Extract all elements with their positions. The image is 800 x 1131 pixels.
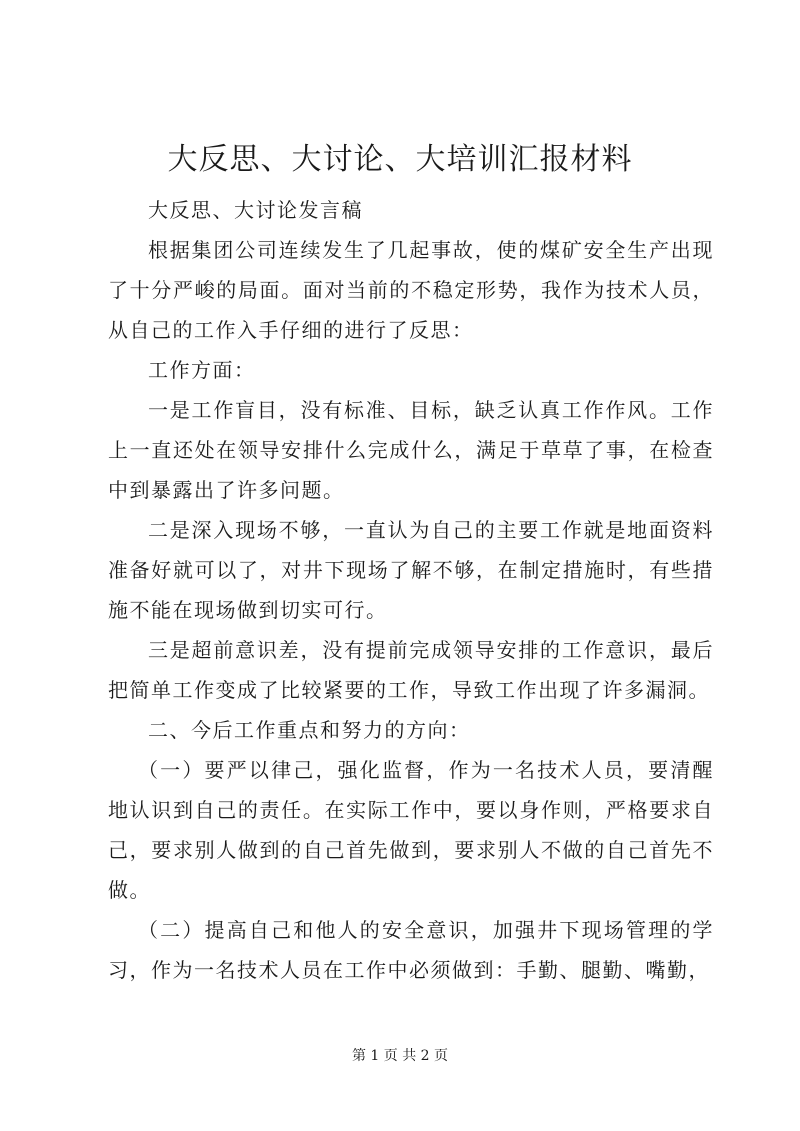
paragraph-point-1: 一是工作盲目，没有标准、目标，缺乏认真工作作风。工作上一直还处在领导安排什么完成什么，满足于草草了事，在检查中到暴露出了许多问题。 bbox=[108, 398, 714, 502]
document-title: 大反思、大讨论、大培训汇报材料 bbox=[167, 142, 633, 177]
paragraph-section-future: 二、今后工作重点和努力的方向： bbox=[148, 718, 471, 742]
document-body bbox=[108, 190, 714, 990]
page-footer: 第 1 页 共 2 页 bbox=[351, 1048, 449, 1064]
paragraph-point-2: 二是深入现场不够，一直认为自己的主要工作就是地面资料准备好就可以了，对井下现场了解不够，在制定措施时，有些措施不能在现场做到切实可行。 bbox=[108, 518, 714, 622]
paragraph-intro: 根据集团公司连续发生了几起事故，使的煤矿安全生产出现了十分严峻的局面。面对当前的不稳定形势，我作为技术人员，从自己的工作入手仔细的进行了反思： bbox=[108, 238, 714, 342]
paragraph-future-2: （二）提高自己和他人的安全意识，加强井下现场管理的学习，作为一名技术人员在工作中必须做到：手勤、腿勤、嘴勤， bbox=[108, 918, 714, 982]
paragraph-point-3: 三是超前意识差，没有提前完成领导安排的工作意识，最后把简单工作变成了比较紧要的工作，导致工作出现了许多漏洞。 bbox=[108, 638, 714, 702]
paragraph-section-work: 工作方面： bbox=[148, 358, 256, 382]
paragraph-subtitle: 大反思、大讨论发言稿 bbox=[148, 198, 363, 222]
paragraph-future-1: （一）要严以律己，强化监督，作为一名技术人员，要清醒地认识到自己的责任。在实际工作中，要以身作则，严格要求自己，要求别人做到的自己首先做到，要求别人不做的自己首先不做。 bbox=[108, 758, 714, 902]
